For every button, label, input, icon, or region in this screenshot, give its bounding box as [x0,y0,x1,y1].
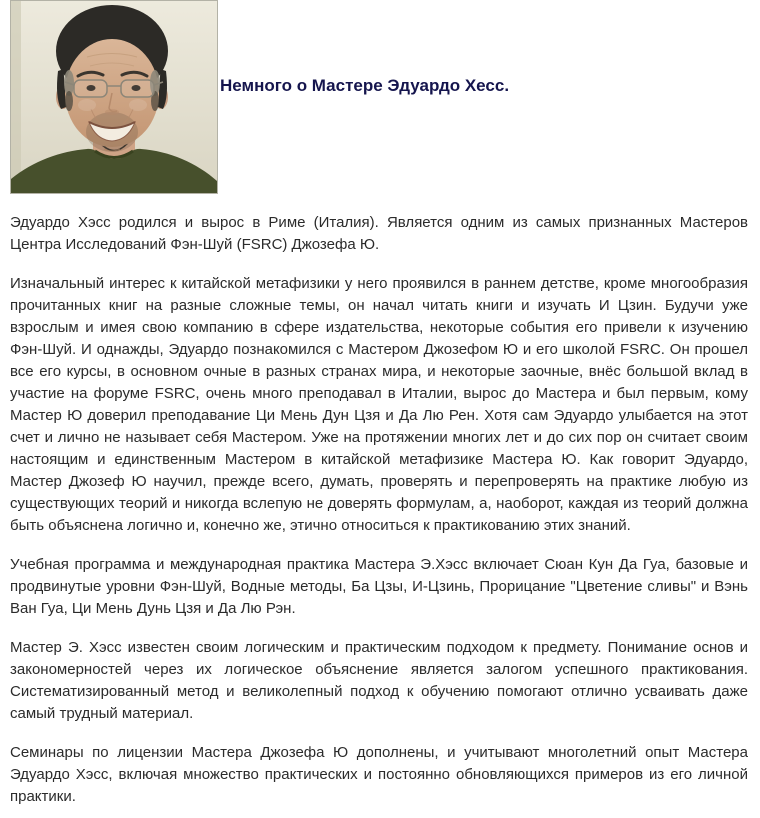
article-body [10,194,748,808]
paragraph-biography: Изначальный интерес к китайской метафизики у него проявился в раннем детстве, кроме многообразия прочитанных книг на разные сложные темы, он начал читать книги и изучать И Цзин. Будучи уже взрослым и имея свою компанию в сфере издательства, некоторые события его привели к изучению Фэн-Шуй. И однажды, Эдуардо познакомился с Мастером Джозефом Ю и его школой FSRC. Он прошел все его курсы, в основном очные в разных странах мира, и некоторые заочные, внёс большой вклад в участие на форуме FSRC, очень много преподавал в Италии, вырос до Мастера и был первым, кому Мастер Ю доверил преподавание Ци Мень Дун Цзя и Да Лю Рен. Хотя сам Эдуардо улыбается на этот счет и лично не называет себя Мастером. Уже на протяжении многих лет и до сих пор он считает своим настоящим и единственным Мастером в китайской метафизике Мастера Ю. Как говорит Эдуардо, Мастер Джозеф Ю научил, прежде всего, думать, проверять и перепроверять на практике любую из существующих теорий и никогда вслепую не доверять формулам, а, наоборот, каждая из теорий должна быть объяснена логично и, конечно же, этично относиться к практикованию этих знаний. [10,275,748,534]
paragraph-seminars: Семинары по лицензии Мастера Джозефа Ю дополнены, и учитывают многолетний опыт Мастера Эдуардо Хэсс, включая множество практических и постоянно обновляющихся примеров из его личной практики. [10,744,748,805]
paragraph-approach: Мастер Э. Хэсс известен своим логическим и практическим подходом к предмету. Понимание основ и закономерностей через их логическое объяснение является залогом успешного практикования. Систематизированный метод и великолепный подход к обучению помогают отлично усваивать даже самый трудный материал. [10,639,748,722]
portrait-photo [10,0,218,194]
paragraph-birth-origin: Эдуардо Хэсс родился и вырос в Риме (Италия). Является одним из самых признанных Мастеров Центра Исследований Фэн-Шуй (FSRC) Джозефа Ю. [10,214,748,253]
page-title: Немного о Мастере Эдуардо Хесс. [220,76,510,95]
paragraph-curriculum: Учебная программа и международная практика Мастера Э.Хэсс включает Сюан Кун Да Гуа, базовые и продвинутые уровни Фэн-Шуй, Водные методы, Ба Цзы, И-Цзинь, Прорицание "Цветение сливы" и Вэнь Ван Гуа, Ци Мень Дунь Цзя и Да Лю Рэн. [10,556,748,617]
portrait-photo-image [11,1,217,193]
